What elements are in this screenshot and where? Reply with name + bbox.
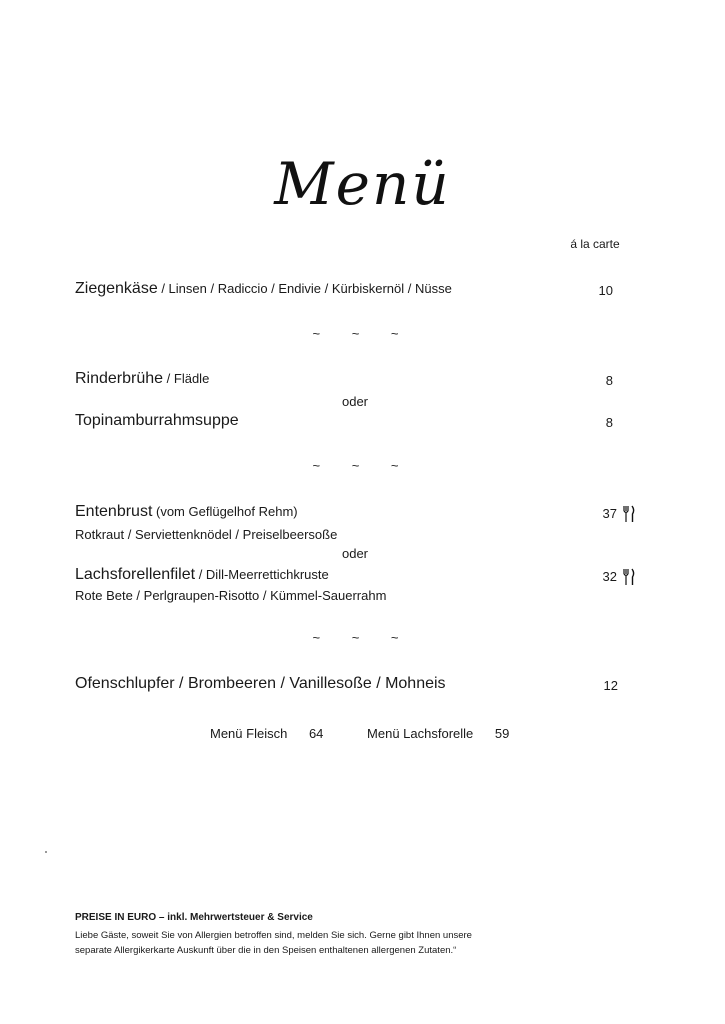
course-separator: ~ ~ ~ [312, 630, 413, 645]
main-line [75, 503, 298, 521]
dish-name: Topinamburrahmsuppe [75, 412, 239, 429]
dish-sides: Rotkraut / Serviettenknödel / Preiselbeersoße [75, 527, 338, 542]
price-column-header: á la carte [570, 237, 620, 251]
main-price: 32 [602, 569, 617, 584]
main-line [75, 566, 329, 584]
dish-details: / Dill-Meerrettichkruste [195, 567, 329, 582]
footer-text: Liebe Gäste, soweit Sie von Allergien betroffen sind, melden Sie sich. Gerne gibt Ihnen unsere [75, 930, 472, 941]
dish-name: Entenbrust [75, 503, 153, 520]
page-title: Menü [274, 150, 451, 218]
footer-heading: PREISE IN EURO – inkl. Mehrwertsteuer & Service [75, 912, 313, 923]
dish-name: Ofenschlupfer / Brombeeren / Vanillesoße / Mohneis [75, 675, 446, 692]
dish-details: (vom Geflügelhof Rehm) [152, 504, 298, 519]
menu-prices [210, 726, 509, 741]
course-separator: ~ ~ ~ [312, 326, 413, 341]
dessert-price: 12 [603, 678, 618, 693]
starter-price: 10 [598, 283, 613, 298]
scan-speck [45, 851, 47, 853]
dish-name: Rinderbrühe [75, 370, 164, 387]
dish-details: / Flädle [163, 371, 210, 386]
main-price: 37 [602, 506, 617, 521]
dish-sides: Rote Bete / Perlgraupen-Risotto / Kümmel-Sauerrahm [75, 588, 387, 603]
soup-line [75, 370, 209, 388]
footer-text: separate Allergikerkarte Auskunft über die in den Speisen enthaltenen allergenen Zutaten.“ [75, 945, 457, 956]
course-separator: ~ ~ ~ [312, 458, 413, 473]
starter-line [75, 280, 452, 298]
menu-label: Menü Lachsforelle [367, 726, 474, 741]
menu-price: 64 [308, 726, 324, 741]
cutlery-icon [622, 505, 636, 523]
cutlery-icon [622, 568, 636, 586]
or-label: oder [341, 546, 369, 561]
dish-name: Ziegenkäse [75, 280, 158, 297]
menu-label: Menü Fleisch [210, 726, 288, 741]
soup-price: 8 [605, 373, 613, 388]
dish-name: Lachsforellenfilet [75, 566, 196, 583]
or-label: oder [341, 394, 369, 409]
dessert-line [75, 675, 446, 693]
soup-line [75, 412, 239, 430]
dish-details: / Linsen / Radiccio / Endivie / Kürbiskernöl / Nüsse [157, 281, 452, 296]
menu-price: 59 [494, 726, 510, 741]
soup-price: 8 [605, 415, 613, 430]
